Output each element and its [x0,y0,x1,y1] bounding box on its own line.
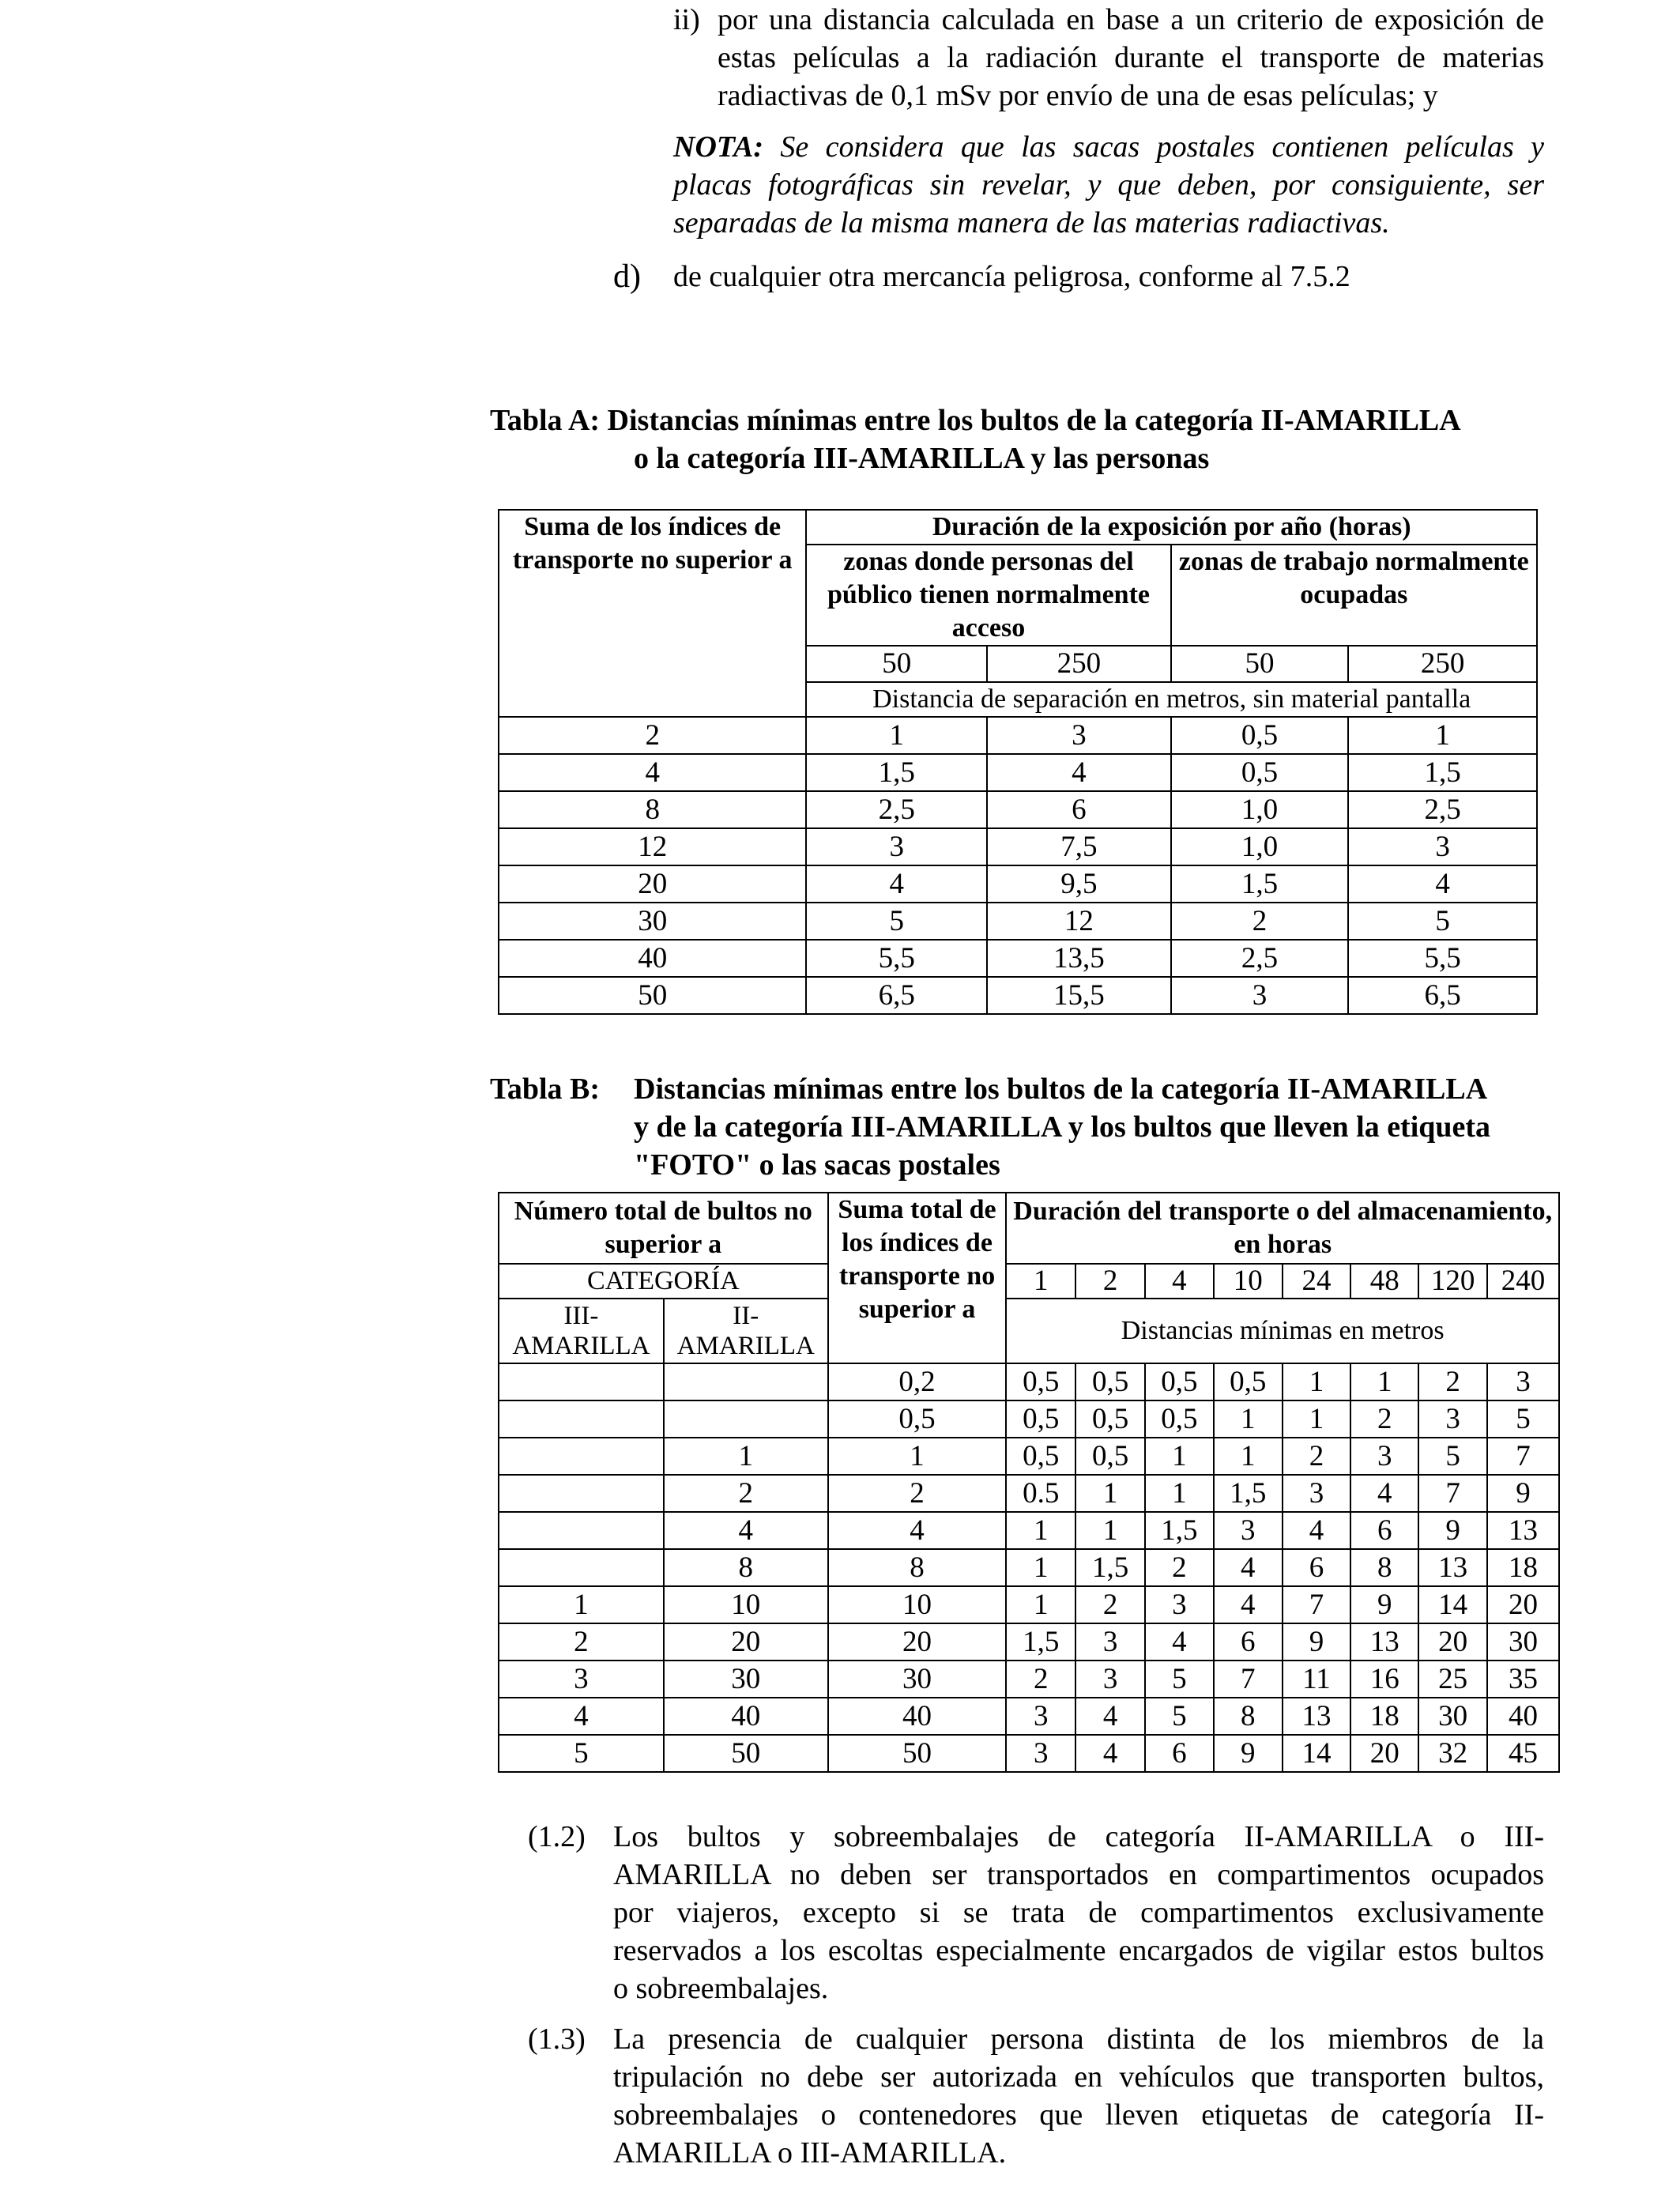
tabla-b-cell: 1 [1075,1512,1145,1549]
tabla-a-cell: 2,5 [1171,940,1349,977]
tabla-a-cell: 20 [499,865,806,903]
tabla-a-row [499,940,1537,977]
tabla-a-cell: 1,5 [1348,754,1537,791]
tabla-b-cell: 8 [828,1549,1007,1586]
tabla-a-cell: 6,5 [806,977,987,1014]
tabla-a-cell: 4 [499,754,806,791]
tabla-a-caption-2: o la categoría III-AMARILLA y las personas [634,442,1210,475]
tabla-a-duration-header: Duración de la exposición por año (horas) [806,510,1537,545]
tabla-a-public-header: zonas donde personas del público tienen normalmente acceso [806,545,1170,646]
tabla-b-cell: 3 [499,1661,664,1698]
tabla-b-body [499,1363,1559,1772]
tabla-b-cell: 4 [664,1512,828,1549]
tabla-a-cell: 12 [987,903,1171,940]
tabla-a-cell: 3 [1348,828,1537,865]
tabla-a-cell: 1,5 [1171,865,1349,903]
tabla-a-row [499,828,1537,865]
tabla-b-hours-7: 120 [1418,1264,1487,1299]
nota-line-1 [673,128,1544,166]
tabla-a-cell: 2 [499,717,806,754]
tabla-a-body [499,717,1537,1014]
tabla-b-cell: 20 [664,1623,828,1661]
tabla-a-cell: 4 [987,754,1171,791]
tabla-b-cell: 1 [1214,1438,1283,1475]
tabla-a-cell: 0,5 [1171,717,1349,754]
tabla-b-cell: 7 [1283,1586,1351,1623]
tabla-b-cell: 1 [1006,1549,1075,1586]
tabla-b-cell: 5 [1145,1698,1214,1735]
para-1-2-line-1: Los bultos y sobreembalajes de categoría II-AMARILLA o III- [613,1820,1544,1853]
tabla-b-cell: 2 [828,1475,1007,1512]
tabla-a-cell: 0,5 [1171,754,1349,791]
tabla-b-cell: 30 [1418,1698,1487,1735]
tabla-b-caption-label: Tabla B: [490,1072,601,1106]
tabla-b-cell: 0,5 [1006,1438,1075,1475]
tabla-a-cell: 1 [1348,717,1537,754]
tabla-a-cell: 4 [806,865,987,903]
tabla-b-cell: 0,5 [1075,1400,1145,1438]
tabla-b-row [499,1363,1559,1400]
tabla-b-cell: 0,5 [1075,1438,1145,1475]
tabla-b-cell: 0,5 [1006,1400,1075,1438]
tabla-b-cell [499,1512,664,1549]
para-1-2-line-2: AMARILLA no deben ser transportados en compartimentos ocupados [613,1858,1544,1891]
tabla-b-cell: 3 [1006,1735,1075,1772]
tabla-b-cell [664,1400,828,1438]
tabla-b-row [499,1586,1559,1623]
tabla-a-row [499,754,1537,791]
tabla-b-cell: 3 [1487,1363,1559,1400]
tabla-b-cell: 3 [1075,1623,1145,1661]
tabla-b-cell: 2 [1283,1438,1351,1475]
tabla-a-cell: 5 [806,903,987,940]
tabla-b-hours-4: 10 [1214,1264,1283,1299]
tabla-b-cell: 3 [1350,1438,1418,1475]
tabla-b-cell: 1 [1350,1363,1418,1400]
tabla-b-cell: 40 [664,1698,828,1735]
para-1-2-line-5: o sobreembalajes. [613,1972,829,2005]
tabla-b-cell: 1 [664,1438,828,1475]
tabla-b-cell: 0,5 [1214,1363,1283,1400]
tabla-b-cell: 9 [1418,1512,1487,1549]
tabla-b-cell: 3 [1145,1586,1214,1623]
tabla-b-cell: 1 [828,1438,1007,1475]
tabla-b-cell: 20 [1418,1623,1487,1661]
tabla-a-cell: 40 [499,940,806,977]
tabla-b-cell [664,1363,828,1400]
tabla-a-work-header: zonas de trabajo normalmente ocupadas [1171,545,1537,646]
tabla-b-cell: 4 [1075,1735,1145,1772]
tabla-a-cell: 3 [987,717,1171,754]
tabla-b-cell: 6 [1145,1735,1214,1772]
tabla-b-cell: 45 [1487,1735,1559,1772]
tabla-b [498,1192,1560,1773]
item-ii-line-1: por una distancia calculada en base a un criterio de exposición de [718,3,1544,36]
tabla-b-cell: 16 [1350,1661,1418,1698]
tabla-b-cell: 1,5 [1075,1549,1145,1586]
tabla-b-cell: 2 [1350,1400,1418,1438]
nota-line-2: placas fotográficas sin revelar, y que deben, por consiguiente, ser [673,168,1544,202]
tabla-b-hours-8: 240 [1487,1264,1559,1299]
tabla-a-cell: 2,5 [806,791,987,828]
tabla-b-cell: 4 [1283,1512,1351,1549]
tabla-b-cell: 1 [1145,1475,1214,1512]
tabla-b-cell: 4 [1075,1698,1145,1735]
tabla-b-cell [499,1549,664,1586]
tabla-a-cell: 9,5 [987,865,1171,903]
tabla-b-cell: 13 [1350,1623,1418,1661]
para-1-3-line-1: La presencia de cualquier persona distinta de los miembros de la [613,2022,1544,2056]
tabla-b-cell: 3 [1283,1475,1351,1512]
para-1-3-number: (1.3) [528,2022,586,2056]
tabla-b-cell: 1 [1283,1400,1351,1438]
nota-line-3: separadas de la misma manera de las materias radiactivas. [673,206,1390,239]
tabla-a-cell: 5,5 [1348,940,1537,977]
tabla-b-cell: 1 [1283,1363,1351,1400]
tabla-b-cell: 9 [1350,1586,1418,1623]
tabla-b-distance-header: Distancias mínimas en metros [1006,1299,1559,1363]
para-1-2-line-4: reservados a los escoltas especialmente encargados de vigilar estos bultos [613,1934,1544,1967]
tabla-b-cell: 0,5 [1006,1363,1075,1400]
tabla-b-row [499,1438,1559,1475]
tabla-b-cell: 3 [1418,1400,1487,1438]
tabla-b-cell: 0,5 [1075,1363,1145,1400]
tabla-b-cell: 18 [1487,1549,1559,1586]
tabla-b-cell: 1 [1006,1512,1075,1549]
tabla-b-cell: 1 [1075,1475,1145,1512]
tabla-b-cell: 32 [1418,1735,1487,1772]
tabla-b-cell: 13 [1487,1512,1559,1549]
tabla-b-caption-1: Distancias mínimas entre los bultos de la categoría II-AMARILLA [634,1072,1488,1106]
tabla-b-hours-3: 4 [1145,1264,1214,1299]
tabla-b-cell: 4 [1214,1549,1283,1586]
tabla-b-caption-2: y de la categoría III-AMARILLA y los bultos que lleven la etiqueta [634,1110,1491,1144]
tabla-a-row [499,717,1537,754]
tabla-b-cell: 35 [1487,1661,1559,1698]
tabla-b-cell: 8 [1350,1549,1418,1586]
tabla-a-cell: 8 [499,791,806,828]
tabla-b-cell: 30 [1487,1623,1559,1661]
para-1-3-line-4: AMARILLA o III-AMARILLA. [613,2136,1007,2169]
item-ii-line-3: radiactivas de 0,1 mSv por envío de una de esas películas; y [718,79,1438,112]
para-1-3-line-3: sobreembalajes o contenedores que lleven etiquetas de categoría II- [613,2098,1544,2132]
tabla-b-row [499,1661,1559,1698]
tabla-b-cell [499,1363,664,1400]
tabla-b-row [499,1475,1559,1512]
tabla-a-cell: 2,5 [1348,791,1537,828]
tabla-a-cell: 50 [499,977,806,1014]
tabla-b-cell: 1 [1006,1586,1075,1623]
tabla-a-cell: 30 [499,903,806,940]
tabla-b-cell: 1,5 [1145,1512,1214,1549]
tabla-b-iii-amarilla-header: III- AMARILLA [499,1299,664,1363]
tabla-b-cell: 4 [1350,1475,1418,1512]
tabla-b-cell: 2 [1145,1549,1214,1586]
tabla-b-cell: 1 [1214,1400,1283,1438]
tabla-b-cell: 30 [664,1661,828,1698]
tabla-b-cell: 40 [828,1698,1007,1735]
tabla-a-cell: 1,0 [1171,791,1349,828]
tabla-b-cell: 25 [1418,1661,1487,1698]
tabla-b-cell: 20 [828,1623,1007,1661]
tabla-b-cell: 1 [499,1586,664,1623]
tabla-b-cell: 10 [828,1586,1007,1623]
tabla-b-cell: 1,5 [1006,1623,1075,1661]
tabla-b-cell: 1 [1145,1438,1214,1475]
tabla-b-row [499,1623,1559,1661]
tabla-b-cell: 5 [1145,1661,1214,1698]
tabla-b-row [499,1698,1559,1735]
tabla-a-cell: 1,5 [806,754,987,791]
tabla-b-cell: 6 [1350,1512,1418,1549]
tabla-a-cell: 7,5 [987,828,1171,865]
nota-text-1: Se considera que las sacas postales contienen películas y [780,130,1545,164]
tabla-b-cell: 0,5 [1145,1400,1214,1438]
tabla-b-cell: 30 [828,1661,1007,1698]
tabla-b-caption-3: "FOTO" o las sacas postales [634,1148,1000,1182]
tabla-b-cell: 4 [828,1512,1007,1549]
tabla-b-cell: 11 [1283,1661,1351,1698]
tabla-b-cell: 18 [1350,1698,1418,1735]
nota-label: NOTA: [673,130,763,164]
tabla-b-cell: 0,5 [1145,1363,1214,1400]
tabla-b-duration-header: Duración del transporte o del almacenamiento, en horas [1006,1193,1559,1264]
tabla-b-cell: 3 [1214,1512,1283,1549]
tabla-b-cell: 2 [499,1623,664,1661]
item-ii-number: ii) [673,3,700,36]
tabla-a-row [499,791,1537,828]
tabla-b-cell: 14 [1418,1586,1487,1623]
tabla-b-cell: 7 [1418,1475,1487,1512]
tabla-b-cell: 1,5 [1214,1475,1283,1512]
para-1-3-line-2: tripulación no debe ser autorizada en vehículos que transporten bultos, [613,2060,1544,2094]
para-1-2-number: (1.2) [528,1820,586,1853]
tabla-a-cell: 4 [1348,865,1537,903]
tabla-b-cell: 6 [1214,1623,1283,1661]
tabla-b-cell: 13 [1418,1549,1487,1586]
tabla-b-hours-1: 1 [1006,1264,1075,1299]
tabla-b-cell: 3 [1075,1661,1145,1698]
tabla-b-cell [499,1438,664,1475]
tabla-b-cell: 13 [1283,1698,1351,1735]
tabla-a-row [499,903,1537,940]
tabla-a [498,509,1538,1015]
tabla-b-row [499,1549,1559,1586]
tabla-b-row [499,1735,1559,1772]
tabla-b-cell: 0.5 [1006,1475,1075,1512]
tabla-b-cell: 5 [499,1735,664,1772]
tabla-b-cell: 2 [1006,1661,1075,1698]
tabla-b-cell [499,1400,664,1438]
tabla-b-cell: 7 [1487,1438,1559,1475]
tabla-b-cell: 50 [664,1735,828,1772]
tabla-b-cell: 20 [1350,1735,1418,1772]
tabla-b-cell: 4 [1145,1623,1214,1661]
tabla-b-cell: 3 [1006,1698,1075,1735]
tabla-b-categoria-header: CATEGORÍA [499,1264,828,1299]
tabla-b-hours-6: 48 [1350,1264,1418,1299]
tabla-b-cell: 5 [1487,1400,1559,1438]
tabla-b-cell [499,1475,664,1512]
tabla-b-cell: 10 [664,1586,828,1623]
tabla-a-cell: 2 [1171,903,1349,940]
tabla-b-row [499,1400,1559,1438]
tabla-b-cell: 0,2 [828,1363,1007,1400]
tabla-b-row [499,1512,1559,1549]
tabla-a-cell: 5,5 [806,940,987,977]
tabla-a-hours-1: 50 [806,646,987,682]
tabla-b-cell: 9 [1283,1623,1351,1661]
tabla-b-cell: 9 [1214,1735,1283,1772]
tabla-a-row [499,865,1537,903]
tabla-b-cell: 5 [1418,1438,1487,1475]
tabla-a-cell: 3 [1171,977,1349,1014]
tabla-b-cell: 7 [1214,1661,1283,1698]
tabla-a-hours-3: 50 [1171,646,1349,682]
tabla-b-cell: 40 [1487,1698,1559,1735]
tabla-a-cell: 12 [499,828,806,865]
tabla-b-cell: 50 [828,1735,1007,1772]
tabla-b-ii-amarilla-header: II- AMARILLA [664,1299,828,1363]
tabla-b-cell: 6 [1283,1549,1351,1586]
tabla-a-hours-2: 250 [987,646,1171,682]
tabla-a-col0-header: Suma de los índices de transporte no superior a [499,510,806,717]
tabla-b-cell: 9 [1487,1475,1559,1512]
tabla-b-cell: 2 [1075,1586,1145,1623]
tabla-b-hours-5: 24 [1283,1264,1351,1299]
item-d-number: d) [613,258,641,295]
tabla-b-cell: 2 [664,1475,828,1512]
tabla-b-cell: 2 [1418,1363,1487,1400]
tabla-b-hours-2: 2 [1075,1264,1145,1299]
tabla-b-cell: 0,5 [828,1400,1007,1438]
tabla-a-cell: 1 [806,717,987,754]
item-ii-line-2: estas películas a la radiación durante el transporte de materias [718,41,1544,74]
tabla-a-caption-1: Tabla A: Distancias mínimas entre los bultos de la categoría II-AMARILLA [490,404,1461,437]
tabla-b-cell: 14 [1283,1735,1351,1772]
tabla-b-cell: 8 [664,1549,828,1586]
tabla-b-cell: 20 [1487,1586,1559,1623]
tabla-a-cell: 13,5 [987,940,1171,977]
item-d-text: de cualquier otra mercancía peligrosa, conforme al 7.5.2 [673,260,1350,293]
tabla-b-cell: 8 [1214,1698,1283,1735]
tabla-a-cell: 15,5 [987,977,1171,1014]
tabla-a-cell: 6 [987,791,1171,828]
tabla-a-cell: 5 [1348,903,1537,940]
tabla-a-distance-header: Distancia de separación en metros, sin material pantalla [806,682,1537,717]
tabla-b-num-total-header: Número total de bultos no superior a [499,1193,828,1264]
tabla-a-cell: 6,5 [1348,977,1537,1014]
tabla-b-suma-header: Suma total de los índices de transporte no superior a [828,1193,1007,1363]
para-1-2-line-3: por viajeros, excepto si se trata de compartimentos exclusivamente [613,1896,1544,1929]
tabla-a-row [499,977,1537,1014]
tabla-b-cell: 4 [499,1698,664,1735]
tabla-a-cell: 1,0 [1171,828,1349,865]
tabla-a-hours-4: 250 [1348,646,1537,682]
tabla-b-cell: 4 [1214,1586,1283,1623]
tabla-a-cell: 3 [806,828,987,865]
